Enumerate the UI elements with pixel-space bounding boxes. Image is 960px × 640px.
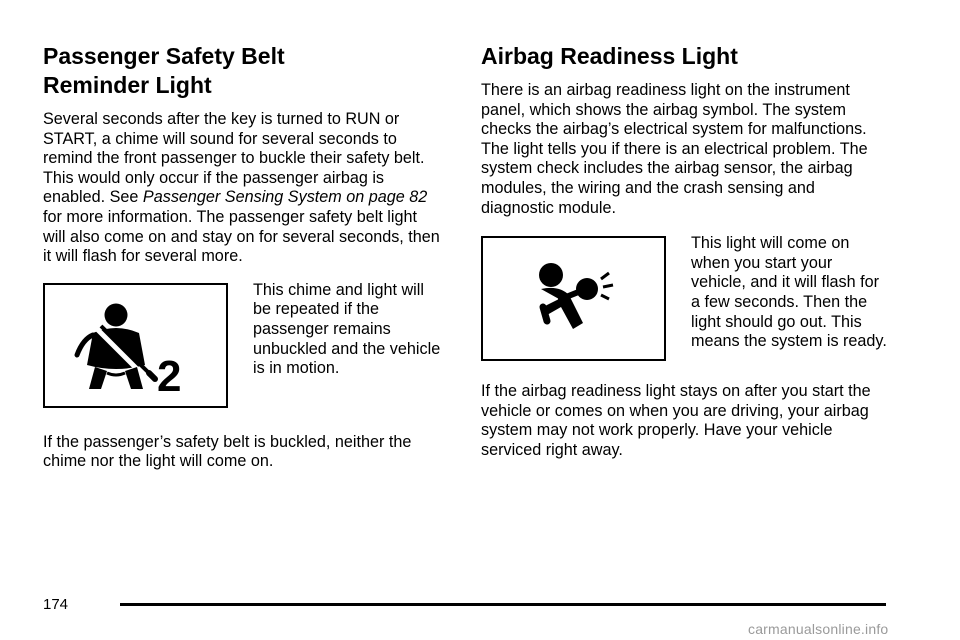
page-number: 174: [43, 596, 69, 613]
airbag-readiness-icon: [529, 259, 619, 339]
seatbelt-figure-row: [43, 281, 441, 427]
airbag-side-text: This light will come on when you start your vehicle, and it will flash for a few seconds. Then the light should go out. This means the system is ready.: [691, 234, 887, 351]
left-column: [43, 42, 441, 472]
seatbelt-heading: [43, 42, 441, 100]
airbag-paragraph-2: If the airbag readiness light stays on after you start the vehicle or comes on when you are driving, your airbag system may not work properly. Have your vehicle serviced right away.: [481, 382, 871, 459]
seatbelt-icon-box: [43, 283, 228, 408]
passenger-sensing-reference-link[interactable]: Passenger Sensing System on page 82: [142, 188, 428, 207]
seatbelt-heading-line1: Passenger Safety Belt: [43, 43, 285, 69]
right-column: [481, 42, 891, 461]
seatbelt-icon-number: 2: [156, 351, 181, 398]
footer-divider: [120, 603, 886, 606]
seatbelt-side-text: This chime and light will be repeated if the passenger remains unbuckled and the vehicle is in motion.: [253, 280, 441, 378]
seatbelt-paragraph-1: [43, 110, 441, 267]
seatbelt-para1-text-b: for more information. The passenger safety belt light will also come on and stay on for several seconds, then it will flash for several more.: [43, 207, 440, 266]
seatbelt-para1-text-a: Several seconds after the key is turned to RUN or START, a chime will sound for several seconds to remind the front passenger to buckle their safety belt. This would only occur if the passenger airbag is enabled. See: [43, 110, 425, 207]
watermark: carmanualsonline.info: [748, 621, 889, 637]
seatbelt-heading-line2: Reminder Light: [43, 72, 212, 98]
airbag-paragraph-1: There is an airbag readiness light on the instrument panel, which shows the airbag symbol. The system checks the airbag’s electrical system for malfunctions. The light tells you if there is an electrical problem. The system check includes the airbag sensor, the airbag modules, the wiring and the crash sensing and diagnostic module.: [481, 81, 868, 217]
airbag-icon-box: [481, 236, 666, 361]
passenger-seatbelt-reminder-icon: [71, 293, 201, 398]
airbag-heading: Airbag Readiness Light: [481, 43, 738, 69]
airbag-figure-row: [481, 234, 891, 380]
seatbelt-paragraph-2: If the passenger’s safety belt is buckled, neither the chime nor the light will come on.: [43, 432, 412, 471]
